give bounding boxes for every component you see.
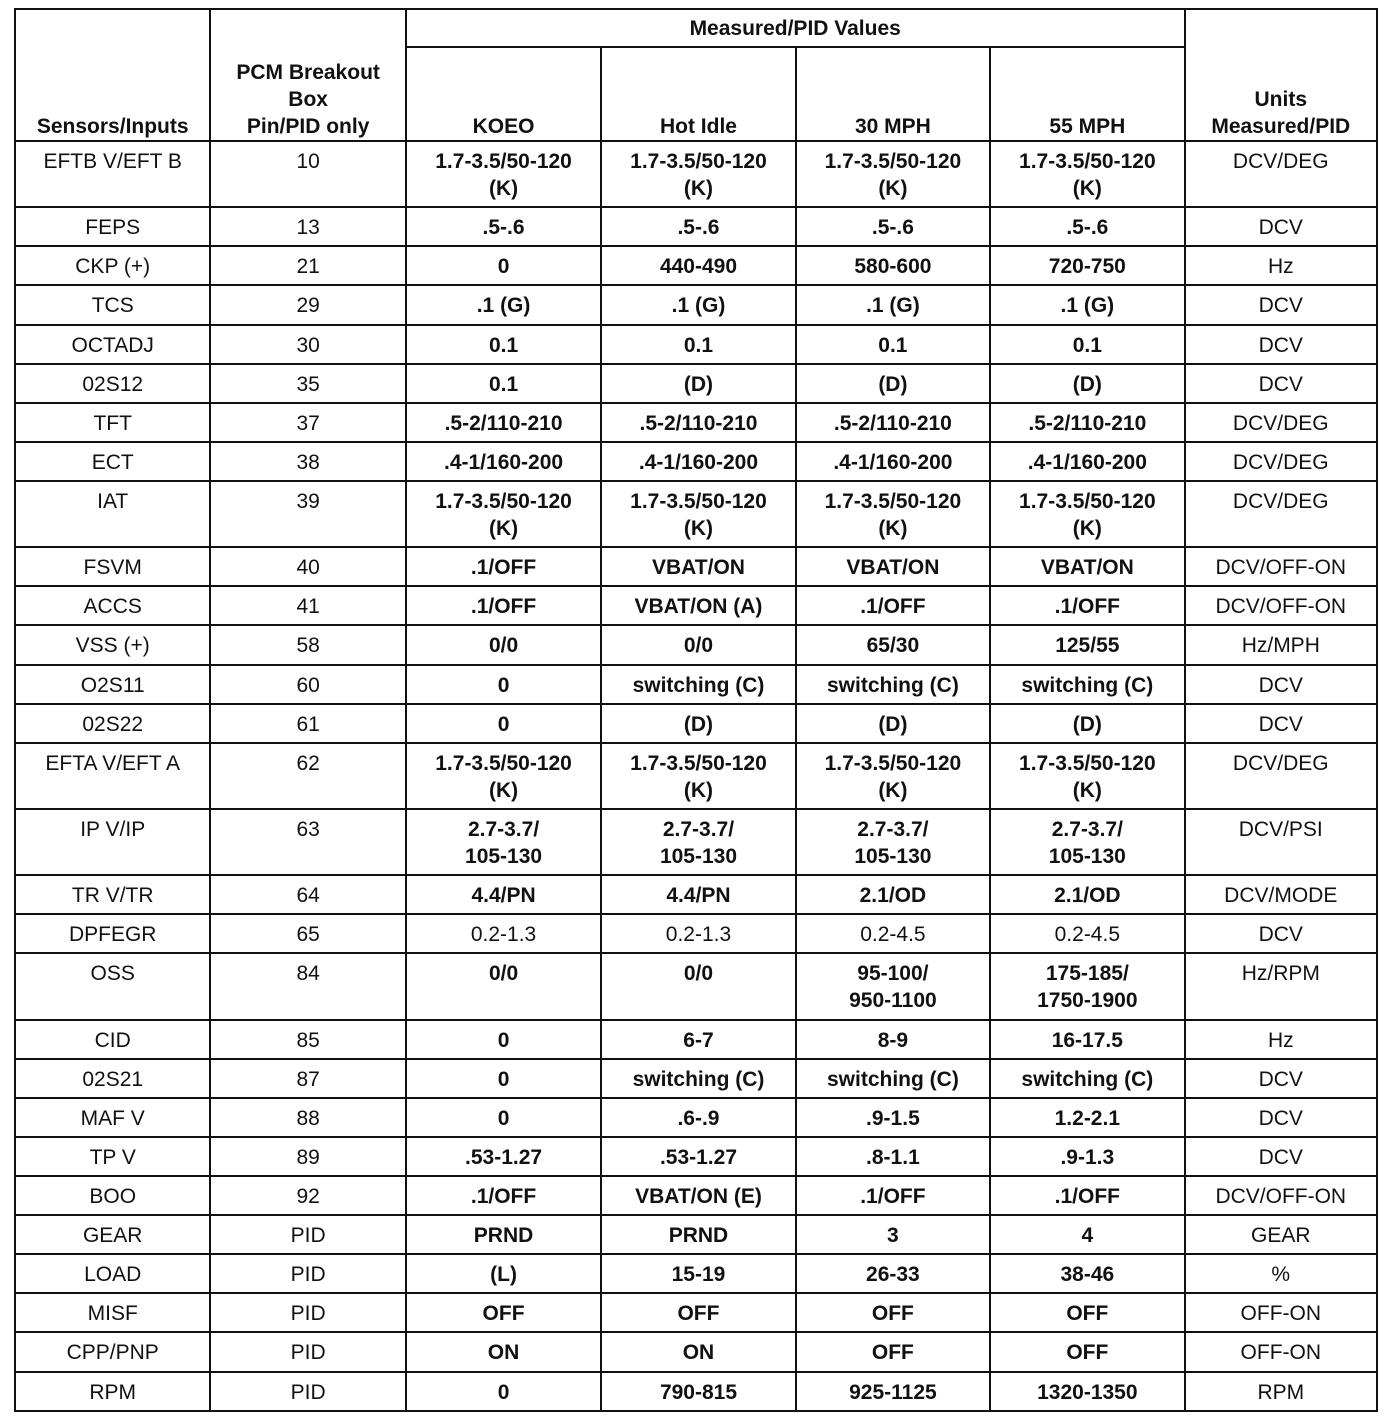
cell-units: DCV/MODE: [1185, 875, 1377, 914]
cell-30-mph: 0.1: [796, 325, 990, 364]
cell-pin: 63: [210, 809, 405, 875]
cell-30-mph: 1.7-3.5/50-120 (K): [796, 743, 990, 809]
cell-pin: 10: [210, 141, 405, 207]
cell-55-mph: 175-185/ 1750-1900: [990, 953, 1184, 1019]
cell-units: DCV/DEG: [1185, 743, 1377, 809]
cell-30-mph: .8-1.1: [796, 1137, 990, 1176]
cell-units: DCV/DEG: [1185, 442, 1377, 481]
cell-units: OFF-ON: [1185, 1293, 1377, 1332]
cell-units: DCV: [1185, 1098, 1377, 1137]
cell-koeo: OFF: [406, 1293, 601, 1332]
cell-koeo: .5-.6: [406, 207, 601, 246]
cell-pin: PID: [210, 1332, 405, 1371]
cell-units: DCV/OFF-ON: [1185, 547, 1377, 586]
table-row: [15, 914, 1377, 953]
table-row: [15, 141, 1377, 207]
cell-sensor: ACCS: [15, 586, 210, 625]
cell-sensor: TCS: [15, 285, 210, 324]
cell-pin: 30: [210, 325, 405, 364]
cell-sensor: EFTA V/EFT A: [15, 743, 210, 809]
cell-sensor: VSS (+): [15, 625, 210, 664]
table-row: [15, 953, 1377, 1019]
cell-sensor: ECT: [15, 442, 210, 481]
table-row: [15, 875, 1377, 914]
cell-55-mph: .4-1/160-200: [990, 442, 1184, 481]
table-row: [15, 364, 1377, 403]
table-row: [15, 809, 1377, 875]
cell-55-mph: switching (C): [990, 665, 1184, 704]
header-30-mph: 30 MPH: [796, 47, 990, 141]
cell-pin: PID: [210, 1293, 405, 1332]
cell-units: DCV: [1185, 285, 1377, 324]
cell-hot-idle: .6-.9: [601, 1098, 795, 1137]
cell-pin: 40: [210, 547, 405, 586]
cell-units: DCV/DEG: [1185, 481, 1377, 547]
cell-hot-idle: .4-1/160-200: [601, 442, 795, 481]
cell-hot-idle: .1 (G): [601, 285, 795, 324]
cell-sensor: MISF: [15, 1293, 210, 1332]
table-row: [15, 246, 1377, 285]
cell-sensor: MAF V: [15, 1098, 210, 1137]
table-row: [15, 1254, 1377, 1293]
cell-pin: 37: [210, 403, 405, 442]
cell-30-mph: 925-1125: [796, 1372, 990, 1411]
cell-hot-idle: VBAT/ON (A): [601, 586, 795, 625]
cell-koeo: 0.2-1.3: [406, 914, 601, 953]
cell-koeo: 1.7-3.5/50-120 (K): [406, 481, 601, 547]
cell-koeo: ON: [406, 1332, 601, 1371]
cell-pin: 29: [210, 285, 405, 324]
table-row: [15, 704, 1377, 743]
cell-sensor: OCTADJ: [15, 325, 210, 364]
cell-30-mph: 580-600: [796, 246, 990, 285]
cell-sensor: TFT: [15, 403, 210, 442]
cell-koeo: 0: [406, 704, 601, 743]
cell-koeo: 0: [406, 246, 601, 285]
cell-55-mph: .1/OFF: [990, 586, 1184, 625]
cell-koeo: 0/0: [406, 625, 601, 664]
cell-pin: 85: [210, 1020, 405, 1059]
cell-55-mph: 38-46: [990, 1254, 1184, 1293]
header-sensors: Sensors/Inputs: [15, 9, 210, 141]
cell-sensor: 02S21: [15, 1059, 210, 1098]
cell-30-mph: switching (C): [796, 1059, 990, 1098]
cell-sensor: CPP/PNP: [15, 1332, 210, 1371]
table-body: [15, 141, 1377, 1411]
cell-30-mph: 1.7-3.5/50-120 (K): [796, 481, 990, 547]
cell-hot-idle: .5-.6: [601, 207, 795, 246]
cell-30-mph: OFF: [796, 1293, 990, 1332]
cell-30-mph: .4-1/160-200: [796, 442, 990, 481]
cell-55-mph: 4: [990, 1215, 1184, 1254]
table-row: [15, 1293, 1377, 1332]
cell-koeo: 0: [406, 665, 601, 704]
cell-koeo: 4.4/PN: [406, 875, 601, 914]
cell-55-mph: 720-750: [990, 246, 1184, 285]
cell-55-mph: 16-17.5: [990, 1020, 1184, 1059]
cell-hot-idle: 0/0: [601, 625, 795, 664]
table-header: [15, 9, 1377, 141]
cell-30-mph: .9-1.5: [796, 1098, 990, 1137]
cell-55-mph: 1.2-2.1: [990, 1098, 1184, 1137]
cell-pin: 58: [210, 625, 405, 664]
cell-sensor: DPFEGR: [15, 914, 210, 953]
cell-units: DCV/DEG: [1185, 403, 1377, 442]
cell-55-mph: 1.7-3.5/50-120 (K): [990, 743, 1184, 809]
cell-koeo: .1 (G): [406, 285, 601, 324]
cell-pin: 89: [210, 1137, 405, 1176]
cell-pin: 61: [210, 704, 405, 743]
cell-hot-idle: 0.1: [601, 325, 795, 364]
cell-sensor: CID: [15, 1020, 210, 1059]
cell-30-mph: 95-100/ 950-1100: [796, 953, 990, 1019]
header-measured-group: Measured/PID Values: [406, 9, 1185, 47]
header-koeo: KOEO: [406, 47, 601, 141]
cell-koeo: .1/OFF: [406, 586, 601, 625]
cell-pin: PID: [210, 1215, 405, 1254]
cell-hot-idle: OFF: [601, 1293, 795, 1332]
cell-koeo: 2.7-3.7/ 105-130: [406, 809, 601, 875]
cell-sensor: RPM: [15, 1372, 210, 1411]
table-row: [15, 403, 1377, 442]
table-row: [15, 1372, 1377, 1411]
cell-koeo: .1/OFF: [406, 547, 601, 586]
cell-30-mph: .1 (G): [796, 285, 990, 324]
cell-koeo: .53-1.27: [406, 1137, 601, 1176]
cell-koeo: 0: [406, 1020, 601, 1059]
cell-koeo: 0: [406, 1372, 601, 1411]
header-hot-idle: Hot Idle: [601, 47, 795, 141]
cell-units: %: [1185, 1254, 1377, 1293]
table-row: [15, 1176, 1377, 1215]
cell-hot-idle: 1.7-3.5/50-120 (K): [601, 141, 795, 207]
cell-55-mph: switching (C): [990, 1059, 1184, 1098]
cell-units: DCV: [1185, 1059, 1377, 1098]
cell-sensor: TP V: [15, 1137, 210, 1176]
cell-55-mph: 1.7-3.5/50-120 (K): [990, 141, 1184, 207]
cell-koeo: 0: [406, 1059, 601, 1098]
cell-55-mph: .9-1.3: [990, 1137, 1184, 1176]
table-row: [15, 743, 1377, 809]
cell-units: DCV: [1185, 325, 1377, 364]
cell-units: DCV: [1185, 914, 1377, 953]
cell-30-mph: (D): [796, 704, 990, 743]
cell-55-mph: 2.7-3.7/ 105-130: [990, 809, 1184, 875]
cell-koeo: 1.7-3.5/50-120 (K): [406, 141, 601, 207]
table-row: [15, 547, 1377, 586]
cell-koeo: 0.1: [406, 325, 601, 364]
header-55-mph: 55 MPH: [990, 47, 1184, 141]
cell-30-mph: switching (C): [796, 665, 990, 704]
table-row: [15, 285, 1377, 324]
cell-koeo: 0: [406, 1098, 601, 1137]
cell-30-mph: VBAT/ON: [796, 547, 990, 586]
cell-30-mph: 3: [796, 1215, 990, 1254]
cell-sensor: BOO: [15, 1176, 210, 1215]
cell-units: Hz/MPH: [1185, 625, 1377, 664]
cell-30-mph: 26-33: [796, 1254, 990, 1293]
table-row: [15, 1332, 1377, 1371]
cell-units: RPM: [1185, 1372, 1377, 1411]
cell-units: DCV/PSI: [1185, 809, 1377, 875]
cell-pin: 39: [210, 481, 405, 547]
table-row: [15, 1059, 1377, 1098]
cell-hot-idle: 4.4/PN: [601, 875, 795, 914]
cell-hot-idle: 1.7-3.5/50-120 (K): [601, 481, 795, 547]
cell-sensor: FSVM: [15, 547, 210, 586]
cell-units: Hz/RPM: [1185, 953, 1377, 1019]
cell-55-mph: 125/55: [990, 625, 1184, 664]
pcm-values-table: [14, 8, 1378, 1412]
cell-sensor: GEAR: [15, 1215, 210, 1254]
cell-hot-idle: switching (C): [601, 1059, 795, 1098]
cell-sensor: FEPS: [15, 207, 210, 246]
cell-30-mph: .1/OFF: [796, 586, 990, 625]
cell-30-mph: 8-9: [796, 1020, 990, 1059]
cell-55-mph: (D): [990, 364, 1184, 403]
cell-sensor: OSS: [15, 953, 210, 1019]
cell-hot-idle: 6-7: [601, 1020, 795, 1059]
cell-30-mph: 1.7-3.5/50-120 (K): [796, 141, 990, 207]
cell-pin: 87: [210, 1059, 405, 1098]
cell-sensor: LOAD: [15, 1254, 210, 1293]
cell-units: DCV/OFF-ON: [1185, 1176, 1377, 1215]
spec-sheet: [14, 8, 1378, 1412]
table-row: [15, 325, 1377, 364]
cell-pin: 62: [210, 743, 405, 809]
cell-30-mph: 65/30: [796, 625, 990, 664]
cell-30-mph: OFF: [796, 1332, 990, 1371]
header-pin: PCM Breakout Box Pin/PID only: [210, 9, 405, 141]
cell-sensor: IAT: [15, 481, 210, 547]
table-row: [15, 625, 1377, 664]
cell-55-mph: .1/OFF: [990, 1176, 1184, 1215]
cell-hot-idle: 15-19: [601, 1254, 795, 1293]
cell-30-mph: (D): [796, 364, 990, 403]
cell-koeo: 0/0: [406, 953, 601, 1019]
cell-pin: 64: [210, 875, 405, 914]
cell-30-mph: .1/OFF: [796, 1176, 990, 1215]
cell-hot-idle: 0.2-1.3: [601, 914, 795, 953]
cell-koeo: PRND: [406, 1215, 601, 1254]
cell-units: DCV/OFF-ON: [1185, 586, 1377, 625]
cell-hot-idle: VBAT/ON: [601, 547, 795, 586]
cell-units: GEAR: [1185, 1215, 1377, 1254]
cell-hot-idle: ON: [601, 1332, 795, 1371]
cell-pin: 13: [210, 207, 405, 246]
cell-pin: 38: [210, 442, 405, 481]
cell-pin: 35: [210, 364, 405, 403]
cell-hot-idle: switching (C): [601, 665, 795, 704]
cell-55-mph: .1 (G): [990, 285, 1184, 324]
cell-hot-idle: PRND: [601, 1215, 795, 1254]
cell-hot-idle: (D): [601, 364, 795, 403]
cell-hot-idle: 1.7-3.5/50-120 (K): [601, 743, 795, 809]
cell-sensor: 02S12: [15, 364, 210, 403]
cell-30-mph: 2.7-3.7/ 105-130: [796, 809, 990, 875]
cell-koeo: .4-1/160-200: [406, 442, 601, 481]
cell-pin: 84: [210, 953, 405, 1019]
cell-55-mph: .5-.6: [990, 207, 1184, 246]
cell-hot-idle: 2.7-3.7/ 105-130: [601, 809, 795, 875]
cell-30-mph: 0.2-4.5: [796, 914, 990, 953]
cell-hot-idle: 790-815: [601, 1372, 795, 1411]
cell-sensor: 02S22: [15, 704, 210, 743]
table-row: [15, 481, 1377, 547]
cell-units: DCV: [1185, 704, 1377, 743]
cell-55-mph: OFF: [990, 1293, 1184, 1332]
cell-55-mph: 0.1: [990, 325, 1184, 364]
cell-sensor: TR V/TR: [15, 875, 210, 914]
cell-pin: 65: [210, 914, 405, 953]
cell-hot-idle: VBAT/ON (E): [601, 1176, 795, 1215]
table-row: [15, 1215, 1377, 1254]
cell-units: Hz: [1185, 246, 1377, 285]
table-row: [15, 1098, 1377, 1137]
table-row: [15, 665, 1377, 704]
cell-units: DCV: [1185, 1137, 1377, 1176]
table-row: [15, 1137, 1377, 1176]
cell-sensor: IP V/IP: [15, 809, 210, 875]
cell-pin: 92: [210, 1176, 405, 1215]
cell-units: DCV/DEG: [1185, 141, 1377, 207]
cell-units: DCV: [1185, 665, 1377, 704]
cell-koeo: (L): [406, 1254, 601, 1293]
cell-30-mph: .5-.6: [796, 207, 990, 246]
cell-pin: PID: [210, 1254, 405, 1293]
cell-units: DCV: [1185, 364, 1377, 403]
cell-55-mph: 0.2-4.5: [990, 914, 1184, 953]
cell-sensor: CKP (+): [15, 246, 210, 285]
cell-units: Hz: [1185, 1020, 1377, 1059]
header-units: Units Measured/PID: [1185, 9, 1377, 141]
cell-pin: PID: [210, 1372, 405, 1411]
cell-sensor: EFTB V/EFT B: [15, 141, 210, 207]
table-row: [15, 207, 1377, 246]
cell-hot-idle: 0/0: [601, 953, 795, 1019]
cell-55-mph: (D): [990, 704, 1184, 743]
cell-units: DCV: [1185, 207, 1377, 246]
cell-55-mph: VBAT/ON: [990, 547, 1184, 586]
cell-sensor: O2S11: [15, 665, 210, 704]
cell-55-mph: 2.1/OD: [990, 875, 1184, 914]
cell-units: OFF-ON: [1185, 1332, 1377, 1371]
cell-hot-idle: .53-1.27: [601, 1137, 795, 1176]
cell-pin: 60: [210, 665, 405, 704]
cell-koeo: .5-2/110-210: [406, 403, 601, 442]
table-row: [15, 586, 1377, 625]
cell-55-mph: OFF: [990, 1332, 1184, 1371]
cell-koeo: 0.1: [406, 364, 601, 403]
table-row: [15, 442, 1377, 481]
cell-koeo: .1/OFF: [406, 1176, 601, 1215]
cell-pin: 41: [210, 586, 405, 625]
cell-hot-idle: (D): [601, 704, 795, 743]
cell-hot-idle: .5-2/110-210: [601, 403, 795, 442]
cell-koeo: 1.7-3.5/50-120 (K): [406, 743, 601, 809]
cell-30-mph: .5-2/110-210: [796, 403, 990, 442]
cell-30-mph: 2.1/OD: [796, 875, 990, 914]
cell-55-mph: .5-2/110-210: [990, 403, 1184, 442]
cell-pin: 88: [210, 1098, 405, 1137]
cell-55-mph: 1320-1350: [990, 1372, 1184, 1411]
cell-55-mph: 1.7-3.5/50-120 (K): [990, 481, 1184, 547]
cell-pin: 21: [210, 246, 405, 285]
table-row: [15, 1020, 1377, 1059]
cell-hot-idle: 440-490: [601, 246, 795, 285]
